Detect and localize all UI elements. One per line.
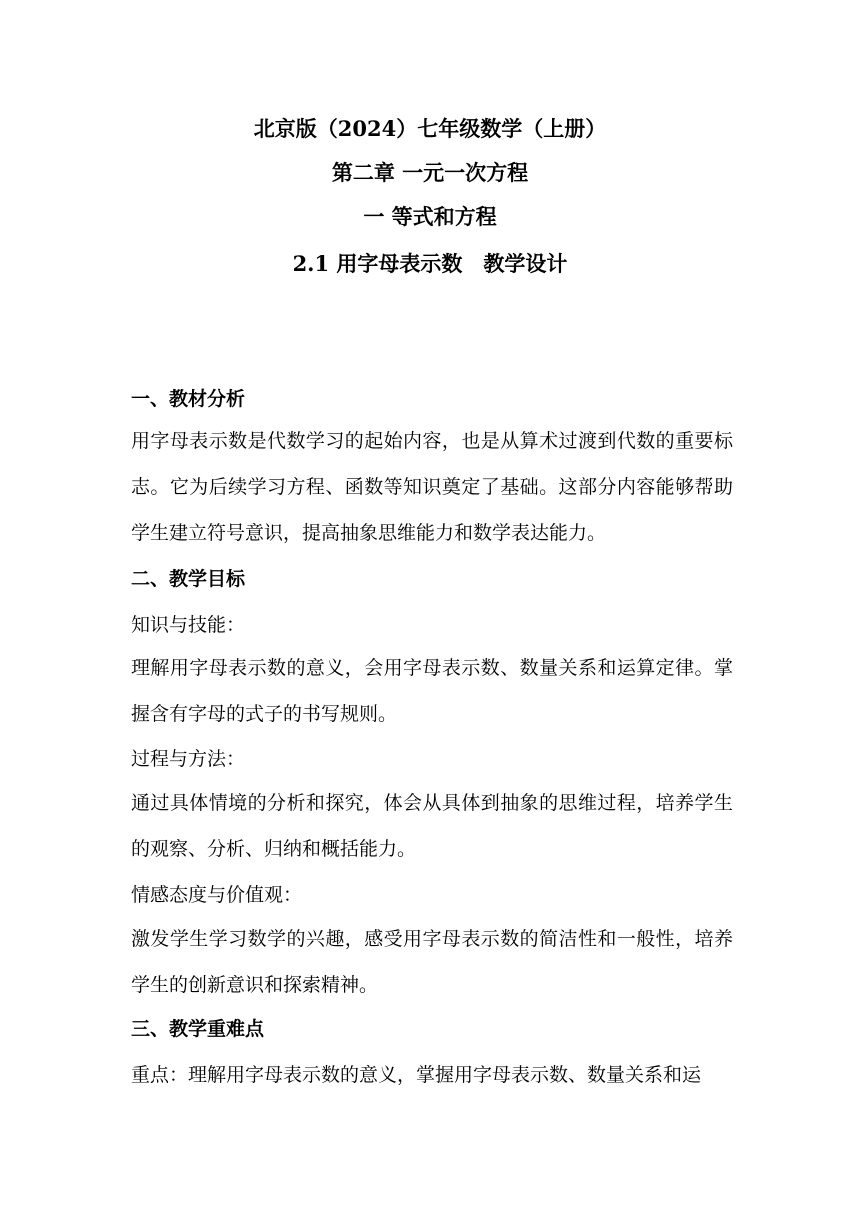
lesson-title: 2.1 用字母表示数 教学设计: [292, 251, 568, 276]
label-process-methods: 过程与方法：: [131, 748, 246, 770]
label-knowledge-skills: 知识与技能：: [131, 614, 246, 636]
heading-teaching-goals: 二、教学目标: [131, 568, 246, 590]
section-title: 一 等式和方程: [363, 204, 497, 229]
heading-key-difficult-points: 三、教学重难点: [131, 1018, 265, 1040]
paragraph-key-points: 重点：理解用字母表示数的意义，掌握用字母表示数、数量关系和运: [131, 1064, 702, 1086]
label-emotion-values: 情感态度与价值观：: [131, 884, 303, 906]
paragraph-process-methods: 通过具体情境的分析和探究，体会从具体到抽象的思维过程，培养学生的观察、分析、归纳和概括能力。: [131, 792, 733, 860]
paragraph-knowledge-skills: 理解用字母表示数的意义，会用字母表示数、数量关系和运算定律。掌握含有字母的式子的书写规则。: [131, 657, 733, 725]
paragraph-textbook-analysis: 用字母表示数是代数学习的起始内容，也是从算术过渡到代数的重要标志。它为后续学习方程、函数等知识奠定了基础。这部分内容能够帮助学生建立符号意识，提高抽象思维能力和数学表达能力。: [131, 430, 733, 544]
heading-textbook-analysis: 一、教材分析: [131, 388, 246, 410]
paragraph-emotion-values: 激发学生学习数学的兴趣，感受用字母表示数的简洁性和一般性，培养学生的创新意识和探索精神。: [131, 928, 733, 996]
chapter-title: 第二章 一元一次方程: [331, 160, 529, 185]
book-title: 北京版（2024）七年级数学（上册）: [253, 116, 607, 141]
